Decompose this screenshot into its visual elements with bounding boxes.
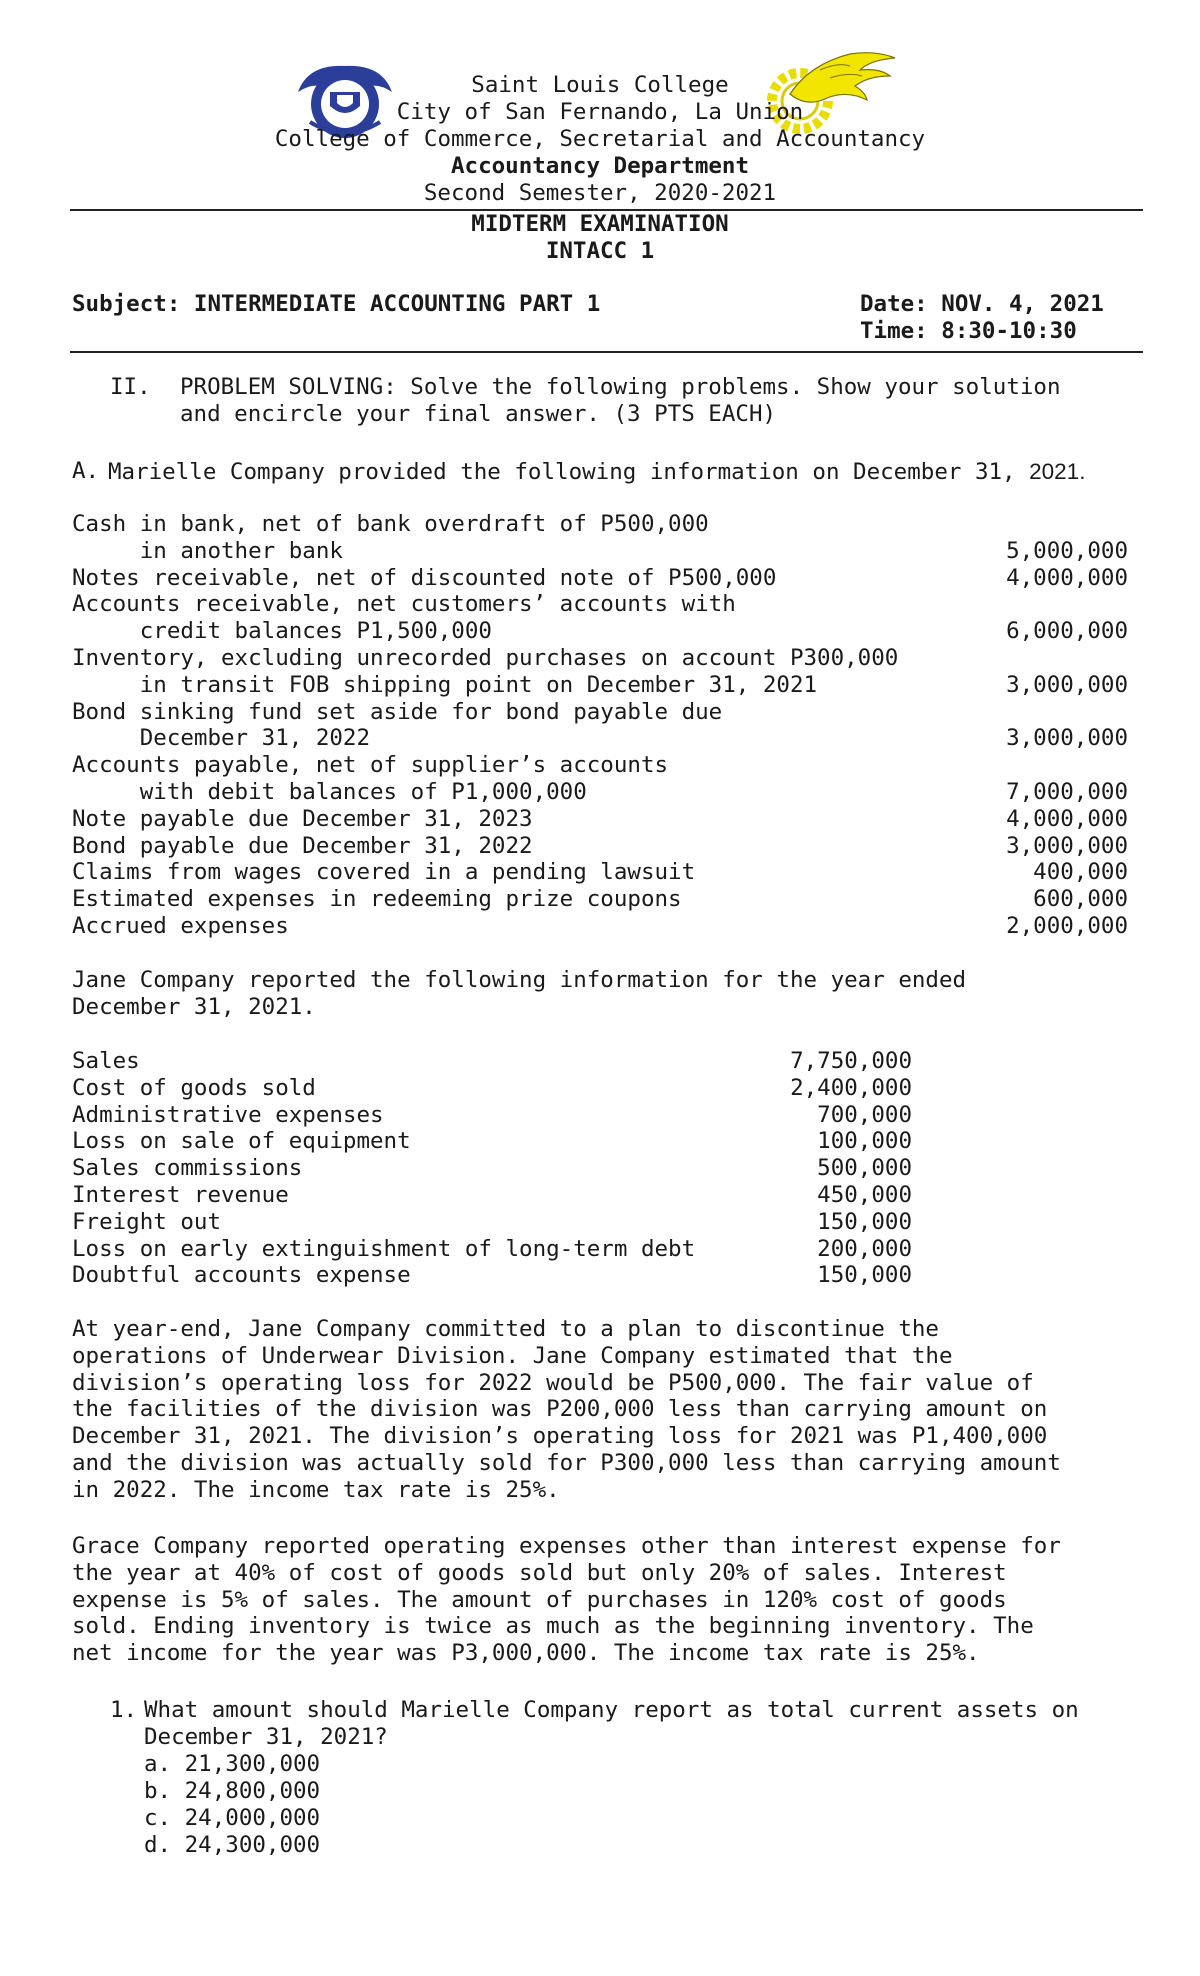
exam-title: MIDTERM EXAMINATION bbox=[471, 211, 729, 237]
exam-time: Time: 8:30-10:30 bbox=[860, 318, 1077, 344]
paragraph-line: expense is 5% of sales. The amount of purchases in 120% cost of goods bbox=[72, 1586, 1007, 1613]
marielle-item-subline bbox=[72, 779, 1128, 806]
jane-item-label: Sales bbox=[72, 1048, 140, 1074]
marielle-item-subline bbox=[72, 672, 1128, 699]
problem-a-label: A. bbox=[72, 458, 100, 484]
jane-item-amount: 450,000 bbox=[817, 1182, 912, 1208]
jane-item-row bbox=[72, 1262, 912, 1289]
marielle-item-subline bbox=[72, 538, 1128, 565]
marielle-item-subline-text: in another bank bbox=[72, 537, 343, 564]
marielle-item-amount: 2,000,000 bbox=[1006, 913, 1128, 939]
marielle-item-subline bbox=[72, 618, 1128, 645]
department-name: Accountancy Department bbox=[450, 153, 749, 179]
paragraph-line: sold. Ending inventory is twice as much as the beginning inventory. The bbox=[72, 1613, 1034, 1640]
marielle-item-line: Cash in bank, net of bank overdraft of P500,000 bbox=[72, 511, 709, 537]
question-1-text-1: What amount should Marielle Company report as total current assets on bbox=[144, 1697, 1079, 1723]
subject-label: Subject: INTERMEDIATE ACCOUNTING PART 1 bbox=[72, 291, 601, 317]
paragraph-line: operations of Underwear Division. Jane Company estimated that the bbox=[72, 1342, 953, 1369]
marielle-item-line: Accounts payable, net of supplier’s accounts bbox=[72, 752, 669, 779]
jane-item-label: Doubtful accounts expense bbox=[72, 1262, 411, 1289]
marielle-item-amount: 600,000 bbox=[1033, 886, 1128, 913]
marielle-item-subline-text: in transit FOB shipping point on December 31, 2021 bbox=[72, 671, 818, 698]
paragraph-line: and the division was actually sold for P300,000 less than carrying amount bbox=[72, 1450, 1061, 1476]
college-name: Saint Louis College bbox=[471, 72, 729, 98]
answer-choice: c. 24,000,000 bbox=[144, 1805, 321, 1831]
jane-item-row bbox=[72, 1048, 912, 1075]
marielle-item-line: Inventory, excluding unrecorded purchases on account P300,000 bbox=[72, 645, 899, 671]
exam-date: Date: NOV. 4, 2021 bbox=[860, 291, 1104, 317]
jane-item-label: Freight out bbox=[72, 1208, 222, 1235]
paragraph-line: At year-end, Jane Company committed to a plan to discontinue the bbox=[72, 1316, 939, 1342]
marielle-item-subline-text: credit balances P1,500,000 bbox=[72, 618, 492, 645]
jane-item-amount: 500,000 bbox=[817, 1155, 912, 1182]
section-instruction-1: PROBLEM SOLVING: Solve the following problems. Show your solution bbox=[180, 374, 1061, 400]
jane-item-row bbox=[72, 1128, 912, 1155]
answer-choice: d. 24,300,000 bbox=[144, 1832, 321, 1858]
jane-item-row bbox=[72, 1102, 912, 1129]
marielle-item-line: Note payable due December 31, 2023 4,000,000 bbox=[72, 805, 1128, 832]
marielle-item-amount: 6,000,000 bbox=[1006, 618, 1128, 645]
jane-item-row bbox=[72, 1236, 912, 1263]
marielle-item-line: Bond payable due December 31, 2022 3,000,000 bbox=[72, 832, 1128, 859]
paragraph-line: the facilities of the division was P200,000 less than carrying amount on bbox=[72, 1396, 1048, 1423]
marielle-item-line: Bond sinking fund set aside for bond payable due bbox=[72, 698, 723, 725]
jane-intro-2: December 31, 2021. bbox=[72, 994, 316, 1020]
marielle-item-amount: 3,000,000 bbox=[1006, 832, 1128, 859]
marielle-item-amount: 5,000,000 bbox=[1006, 537, 1128, 564]
problem-a-intro bbox=[108, 458, 1200, 486]
jane-item-amount: 150,000 bbox=[817, 1262, 912, 1289]
paragraph-line: Grace Company reported operating expenses other than interest expense for bbox=[72, 1533, 1061, 1559]
jane-item-amount: 100,000 bbox=[817, 1128, 912, 1155]
answer-choice: b. 24,800,000 bbox=[144, 1778, 321, 1804]
paragraph-line: in 2022. The income tax rate is 25%. bbox=[72, 1476, 560, 1503]
marielle-item-amount: 4,000,000 bbox=[1006, 564, 1128, 591]
section-number: II. bbox=[110, 374, 151, 400]
course-code: INTACC 1 bbox=[545, 238, 655, 264]
jane-item-amount: 700,000 bbox=[817, 1101, 912, 1128]
marielle-item-subline-text: with debit balances of P1,000,000 bbox=[72, 779, 587, 805]
jane-item-label: Loss on sale of equipment bbox=[72, 1128, 411, 1155]
marielle-item-amount: 4,000,000 bbox=[1006, 805, 1128, 832]
marielle-item-line: Accounts receivable, net customers’ accounts with bbox=[72, 591, 736, 618]
jane-item-label: Administrative expenses bbox=[72, 1101, 384, 1128]
jane-intro-1: Jane Company reported the following information for the year ended bbox=[72, 967, 967, 993]
marielle-item-amount: 7,000,000 bbox=[1006, 779, 1128, 805]
jane-item-label: Cost of goods sold bbox=[72, 1074, 316, 1101]
marielle-item-subline-text: December 31, 2022 bbox=[72, 725, 371, 752]
college-city: City of San Fernando, La Union bbox=[396, 99, 804, 125]
marielle-item-line: Accrued expenses 2,000,000 bbox=[72, 913, 1128, 939]
marielle-item-amount: 400,000 bbox=[1033, 859, 1128, 886]
jane-item-row bbox=[72, 1209, 912, 1236]
marielle-item-line: Estimated expenses in redeeming prize coupons 600,000 bbox=[72, 886, 1128, 913]
jane-item-label: Sales commissions bbox=[72, 1155, 303, 1182]
problem-a-intro-text: Marielle Company provided the following information on December 31, bbox=[108, 459, 1030, 485]
jane-item-amount: 150,000 bbox=[817, 1208, 912, 1235]
jane-item-label: Loss on early extinguishment of long-term debt bbox=[72, 1235, 696, 1262]
question-1-number: 1. bbox=[110, 1697, 138, 1723]
marielle-item-line: Notes receivable, net of discounted note of P500,000 4,000,000 bbox=[72, 564, 1128, 591]
paragraph-line: December 31, 2021. The division’s operating loss for 2021 was P1,400,000 bbox=[72, 1423, 1048, 1450]
jane-item-amount: 7,750,000 bbox=[790, 1048, 912, 1074]
marielle-item-subline bbox=[72, 725, 1128, 752]
marielle-item-amount: 3,000,000 bbox=[1006, 671, 1128, 698]
jane-item-label: Interest revenue bbox=[72, 1182, 289, 1208]
jane-item-amount: 2,400,000 bbox=[790, 1074, 912, 1101]
jane-item-row bbox=[72, 1075, 912, 1102]
section-instruction-2: and encircle your final answer. (3 PTS EACH) bbox=[180, 401, 777, 427]
jane-item-amount: 200,000 bbox=[817, 1235, 912, 1262]
semester: Second Semester, 2020-2021 bbox=[423, 180, 777, 206]
problem-a-intro-year: 2021. bbox=[1029, 459, 1086, 484]
answer-choice: a. 21,300,000 bbox=[144, 1751, 321, 1777]
paragraph-line: division’s operating loss for 2022 would be P500,000. The fair value of bbox=[72, 1369, 1034, 1396]
paragraph-line: the year at 40% of cost of goods sold but only 20% of sales. Interest bbox=[72, 1559, 1007, 1586]
jane-item-row bbox=[72, 1155, 912, 1182]
question-1-text-2: December 31, 2021? bbox=[144, 1724, 388, 1750]
college-department: College of Commerce, Secretarial and Accountancy bbox=[274, 126, 926, 152]
paragraph-line: net income for the year was P3,000,000. The income tax rate is 25%. bbox=[72, 1640, 980, 1667]
marielle-item-amount: 3,000,000 bbox=[1006, 725, 1128, 752]
jane-item-row bbox=[72, 1182, 912, 1209]
subject-divider bbox=[70, 351, 1143, 353]
marielle-item-line: Claims from wages covered in a pending lawsuit 400,000 bbox=[72, 859, 1128, 886]
